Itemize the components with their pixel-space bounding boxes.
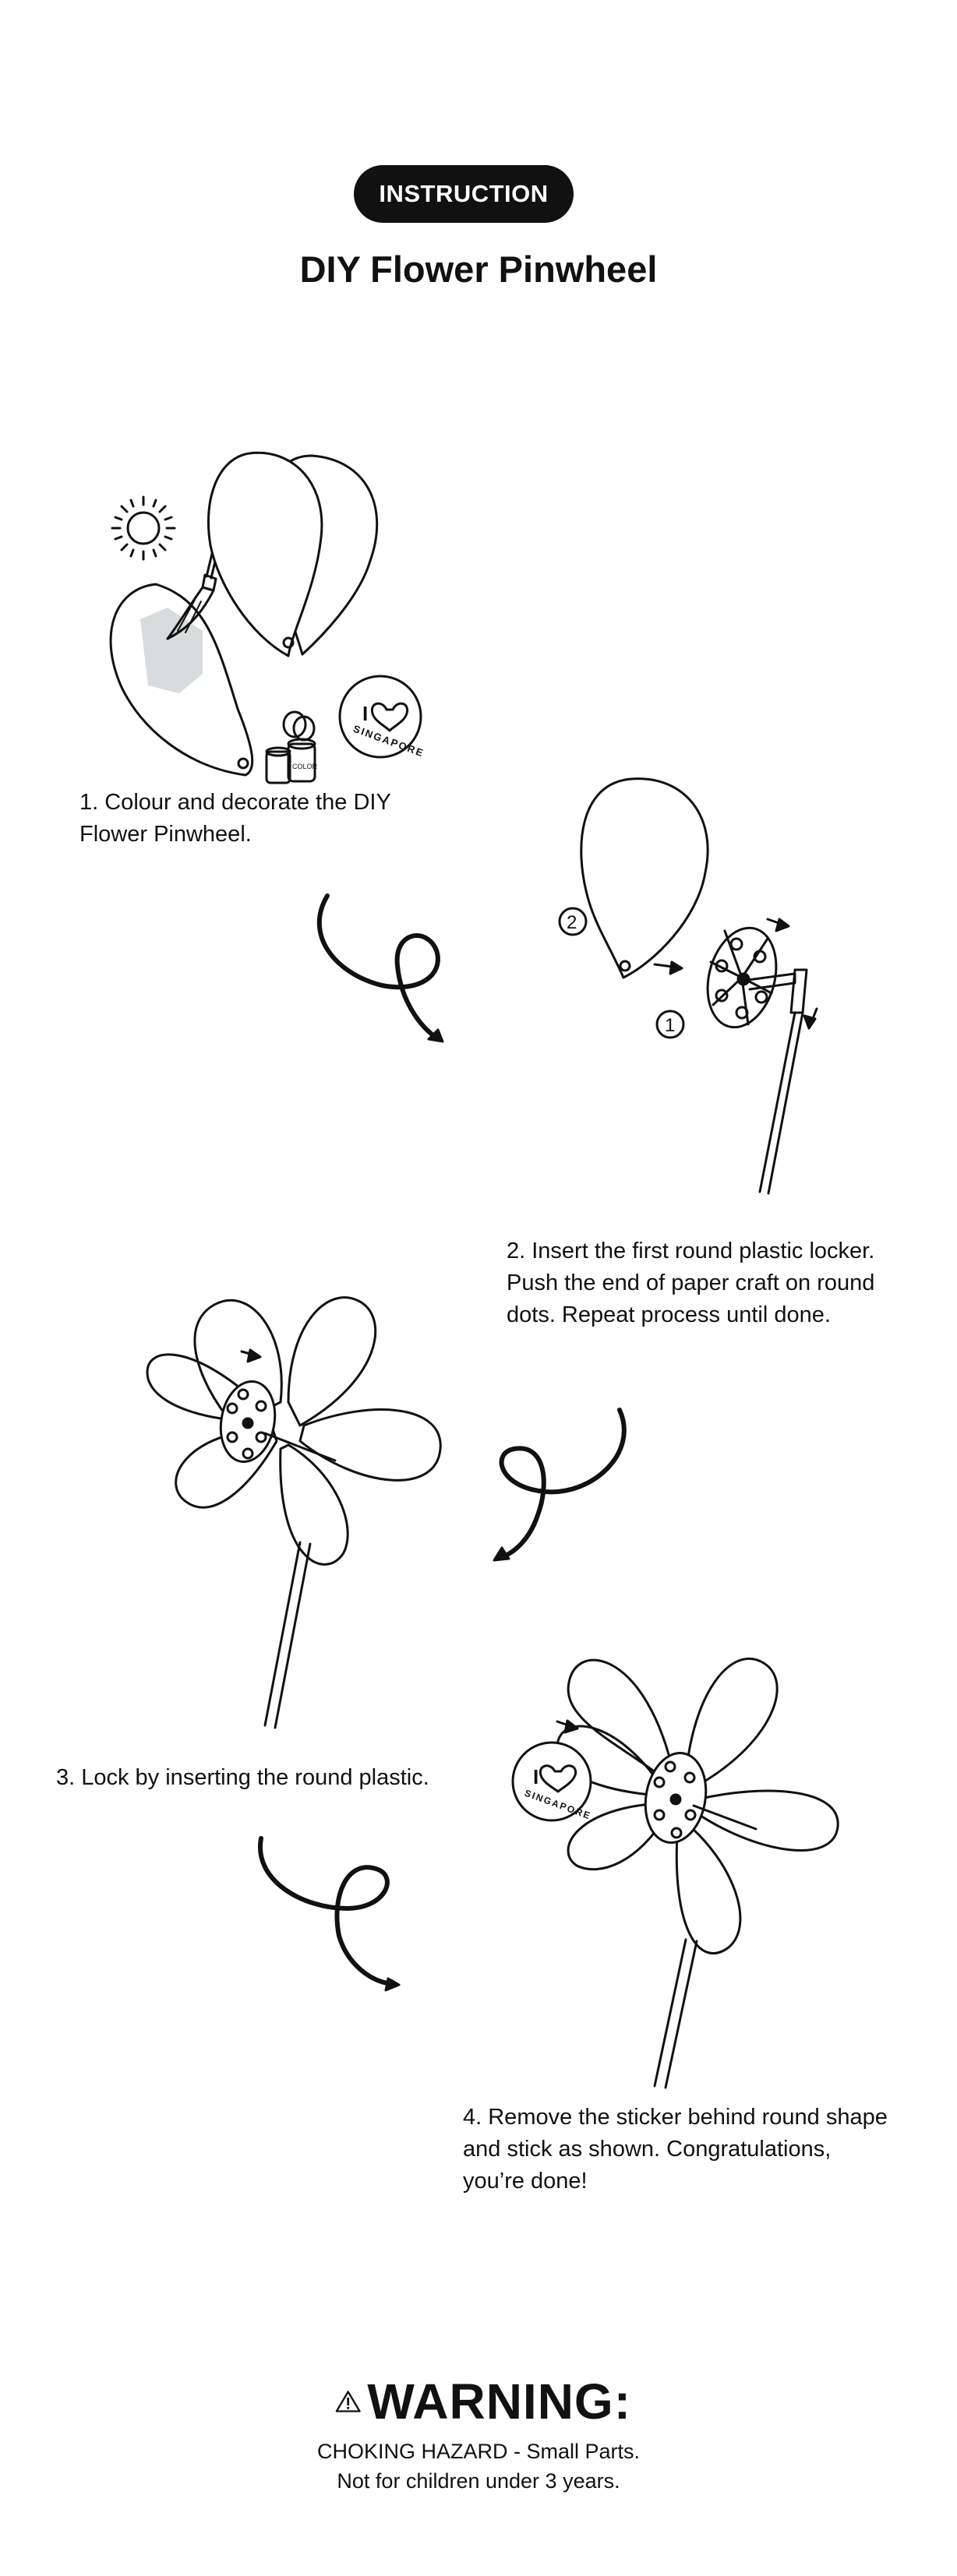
pinwheel-stick [655, 1806, 756, 2088]
svg-text:SINGAPORE: SINGAPORE [523, 1787, 593, 1822]
step-1-text: 1. Colour and decorate the DIY Flower Pinwheel. [79, 790, 391, 847]
paper-petal [111, 584, 252, 775]
arrow-icon [768, 919, 789, 931]
marker-2 [560, 908, 586, 935]
curly-arrow-3 [257, 1834, 413, 1998]
arrow-icon [557, 1721, 577, 1732]
curly-arrow-1 [312, 888, 468, 1059]
step3-illustration [132, 1270, 460, 1737]
warning-line-2: Not for children under 3 years. [337, 2469, 620, 2493]
singapore-sticker [513, 1743, 593, 1822]
instruction-badge: INSTRUCTION [354, 165, 574, 223]
arrow-icon [655, 962, 682, 974]
warning-triangle-icon [335, 2377, 361, 2426]
step-3-text: 3. Lock by inserting the round plastic. [56, 1765, 429, 1790]
svg-text:2: 2 [567, 912, 577, 933]
svg-text:I: I [533, 1765, 539, 1788]
step4-illustration [483, 1628, 888, 2095]
round-plastic-locker [214, 1377, 281, 1466]
warning-title: WARNING: [367, 2373, 631, 2430]
round-plastic-locker [639, 1748, 713, 1847]
step2-illustration [538, 771, 865, 1207]
singapore-sticker [340, 676, 426, 759]
warning-heading [335, 2370, 631, 2433]
pinwheel-stick [748, 970, 807, 1193]
heart-icon [372, 703, 407, 731]
step1-illustration [94, 452, 499, 810]
page-title: DIY Flower Pinwheel [299, 248, 658, 290]
paint-jar-icon [267, 712, 318, 783]
svg-text:SINGAPORE: SINGAPORE [351, 722, 426, 759]
paper-petal [581, 779, 708, 978]
svg-text:1: 1 [665, 1015, 676, 1036]
curly-arrow-2 [483, 1406, 639, 1570]
warning-line-1: CHOKING HAZARD - Small Parts. [316, 2440, 641, 2463]
warning-body [0, 2437, 957, 2496]
arrow-icon [804, 1009, 817, 1028]
svg-text:I: I [362, 702, 369, 725]
svg-text:COLOR: COLOR [292, 763, 318, 770]
step-4-text: 4. Remove the sticker behind round shape and stick as shown. Congratulations, you’re done! [463, 2105, 888, 2194]
step-2-text: 2. Insert the first round plastic locker. Push the end of paper craft on round dots. Repeat process until done. [507, 1239, 875, 1327]
paper-petal-pair [208, 453, 376, 656]
arrow-icon [242, 1350, 260, 1362]
marker-1 [657, 1011, 683, 1038]
sun-icon [112, 497, 175, 559]
flower-petals [147, 1298, 440, 1565]
